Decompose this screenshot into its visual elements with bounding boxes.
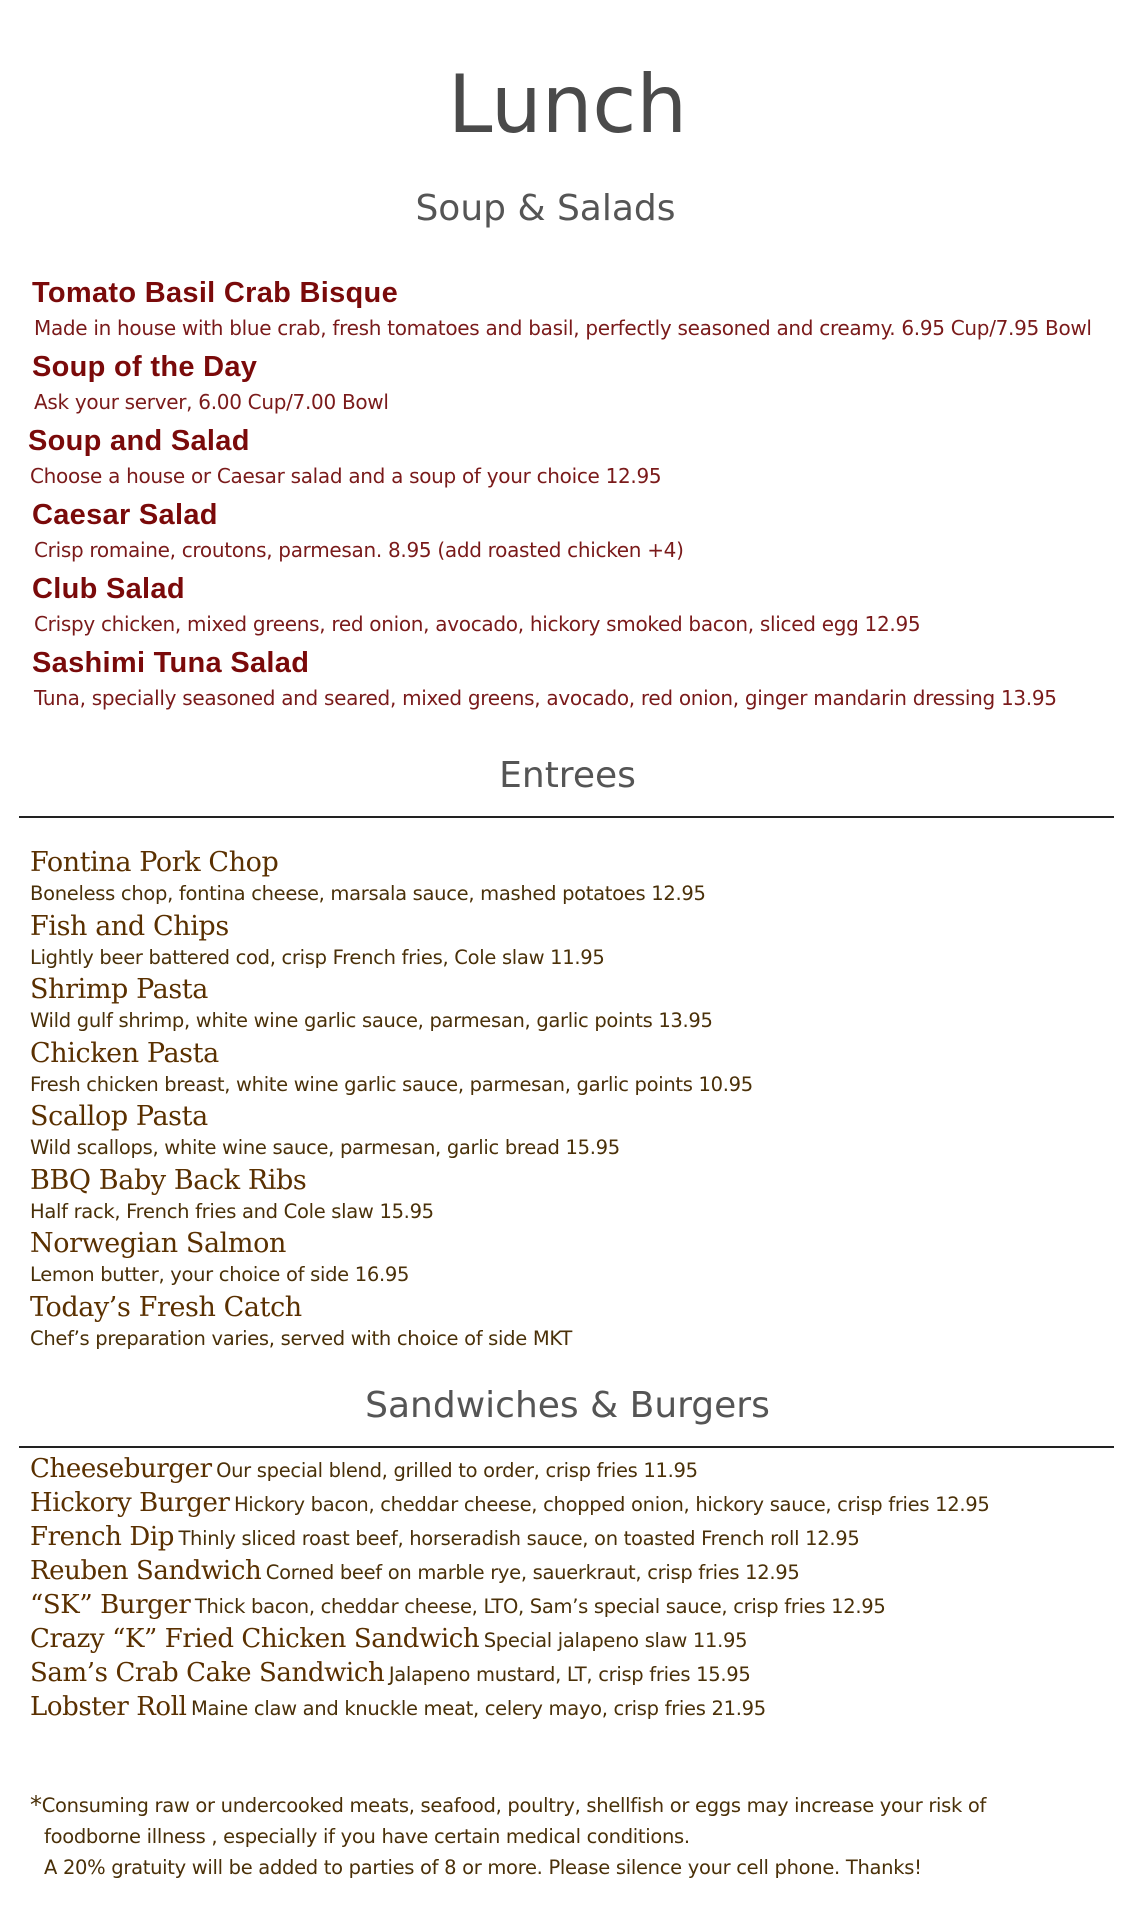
entrees-list <box>30 846 1120 1354</box>
menu-item <box>30 1554 1120 1588</box>
menu-item <box>30 1291 1120 1355</box>
menu-item-description: Ask your server, 6.00 Cup/7.00 Bowl <box>34 390 389 414</box>
menu-item <box>30 1690 1120 1724</box>
footer-line: foodborne illness , especially if you have certain medical conditions. <box>44 1825 690 1848</box>
menu-item <box>30 1164 1120 1228</box>
menu-item <box>28 422 1122 492</box>
menu-item-description: Thinly sliced roast beef, horseradish sauce, on toasted French roll 12.95 <box>178 1527 860 1550</box>
menu-item-description: Thick bacon, cheddar cheese, LTO, Sam’s special sauce, crisp fries 12.95 <box>194 1595 886 1618</box>
menu-item-description: Our special blend, grilled to order, crisp fries 11.95 <box>216 1459 698 1482</box>
menu-item-name: French Dip <box>30 1522 174 1552</box>
menu-item-name: “SK” Burger <box>30 1590 191 1620</box>
menu-item-name: Scallop Pasta <box>30 1101 208 1132</box>
menu-item-description: Made in house with blue crab, fresh tomatoes and basil, perfectly seasoned and creamy. 6.95 Cup/7.95 Bowl <box>34 316 1092 340</box>
menu-item-name: Tomato Basil Crab Bisque <box>32 277 399 309</box>
section-heading-entrees: Entrees <box>499 755 636 796</box>
menu-item <box>30 1227 1120 1291</box>
menu-item <box>32 570 1122 640</box>
asterisk: * <box>30 1791 42 1819</box>
menu-item <box>32 644 1122 714</box>
menu-item <box>30 1037 1120 1101</box>
menu-item-description: Wild gulf shrimp, white wine garlic sauce, parmesan, garlic points 13.95 <box>30 1009 713 1032</box>
menu-item <box>30 1100 1120 1164</box>
menu-item <box>32 496 1122 566</box>
footer-text: Consuming raw or undercooked meats, seafood, poultry, shellfish or eggs may increase your risk of <box>41 1794 987 1817</box>
menu-item <box>30 1622 1120 1656</box>
footer-disclaimer <box>30 1790 1120 1883</box>
menu-item <box>30 973 1120 1037</box>
menu-item-description: Tuna, specially seasoned and seared, mixed greens, avocado, red onion, ginger mandarin dressing 13.95 <box>34 686 1057 710</box>
menu-item-description: Boneless chop, fontina cheese, marsala sauce, mashed potatoes 12.95 <box>30 882 706 905</box>
menu-item <box>30 1520 1120 1554</box>
menu-item-description: Jalapeno mustard, LT, crisp fries 15.95 <box>388 1663 751 1686</box>
menu-item <box>30 1588 1120 1622</box>
menu-item-name: Sam’s Crab Cake Sandwich <box>30 1658 385 1688</box>
menu-item-name: Hickory Burger <box>30 1488 230 1518</box>
menu-item-description: Chef’s preparation varies, served with choice of side MKT <box>30 1326 572 1350</box>
menu-item-name: Norwegian Salmon <box>30 1228 286 1259</box>
menu-item-name: Lobster Roll <box>30 1692 187 1722</box>
menu-item-name: Cheeseburger <box>30 1454 212 1484</box>
section-heading-sandwiches-burgers: Sandwiches & Burgers <box>365 1385 770 1426</box>
footer-line <box>30 1790 1120 1821</box>
menu-item <box>32 348 1122 418</box>
section-heading-soup-salads: Soup & Salads <box>415 188 676 229</box>
sandwiches-list <box>30 1452 1120 1724</box>
menu-item-name: Soup of the Day <box>32 351 258 383</box>
menu-item-name: Chicken Pasta <box>30 1037 219 1069</box>
menu-item <box>30 1486 1120 1520</box>
menu-item <box>30 1452 1120 1486</box>
menu-item-description: Crispy chicken, mixed greens, red onion, avocado, hickory smoked bacon, sliced egg 12.95 <box>34 612 921 636</box>
menu-item-name: Shrimp Pasta <box>30 974 208 1005</box>
section-divider <box>19 816 1114 818</box>
menu-item <box>30 910 1120 974</box>
page-title: Lunch <box>447 58 688 151</box>
menu-item-name: Sashimi Tuna Salad <box>32 647 310 679</box>
menu-item-description: Lemon butter, your choice of side 16.95 <box>30 1263 410 1286</box>
section-divider <box>19 1446 1114 1448</box>
menu-item-description: Crisp romaine, croutons, parmesan. 8.95 (add roasted chicken +4) <box>34 538 684 562</box>
menu-item-name: Caesar Salad <box>32 499 218 531</box>
menu-item-description: Half rack, French fries and Cole slaw 15.95 <box>30 1199 434 1223</box>
menu-item-description: Fresh chicken breast, white wine garlic sauce, parmesan, garlic points 10.95 <box>30 1072 753 1096</box>
menu-item-name: Soup and Salad <box>28 425 250 457</box>
menu-item-description: Lightly beer battered cod, crisp French fries, Cole slaw 11.95 <box>30 945 605 969</box>
menu-item-description: Maine claw and knuckle meat, celery mayo, crisp fries 21.95 <box>190 1697 766 1720</box>
footer-line: A 20% gratuity will be added to parties of 8 or more. Please silence your cell phone. Thanks! <box>44 1856 922 1879</box>
menu-item-description: Special jalapeno slaw 11.95 <box>483 1629 748 1652</box>
menu-item-description: Wild scallops, white wine sauce, parmesan, garlic bread 15.95 <box>30 1136 620 1159</box>
menu-item-name: Club Salad <box>32 573 185 605</box>
menu-item-name: Today’s Fresh Catch <box>30 1291 302 1323</box>
menu-item-name: BBQ Baby Back Ribs <box>30 1164 307 1196</box>
menu-item <box>30 846 1120 910</box>
soup-salads-list <box>28 274 1122 718</box>
menu-item-description: Choose a house or Caesar salad and a soup of your choice 12.95 <box>30 464 662 488</box>
menu-item-name: Crazy “K” Fried Chicken Sandwich <box>30 1624 480 1654</box>
menu-item-description: Hickory bacon, cheddar cheese, chopped onion, hickory sauce, crisp fries 12.95 <box>233 1493 990 1516</box>
menu-item-name: Fish and Chips <box>30 910 229 942</box>
menu-item-name: Fontina Pork Chop <box>30 847 279 878</box>
menu-item <box>30 1656 1120 1690</box>
menu-item-description: Corned beef on marble rye, sauerkraut, crisp fries 12.95 <box>265 1561 800 1584</box>
menu-item-name: Reuben Sandwich <box>30 1556 262 1586</box>
menu-item <box>32 274 1122 344</box>
